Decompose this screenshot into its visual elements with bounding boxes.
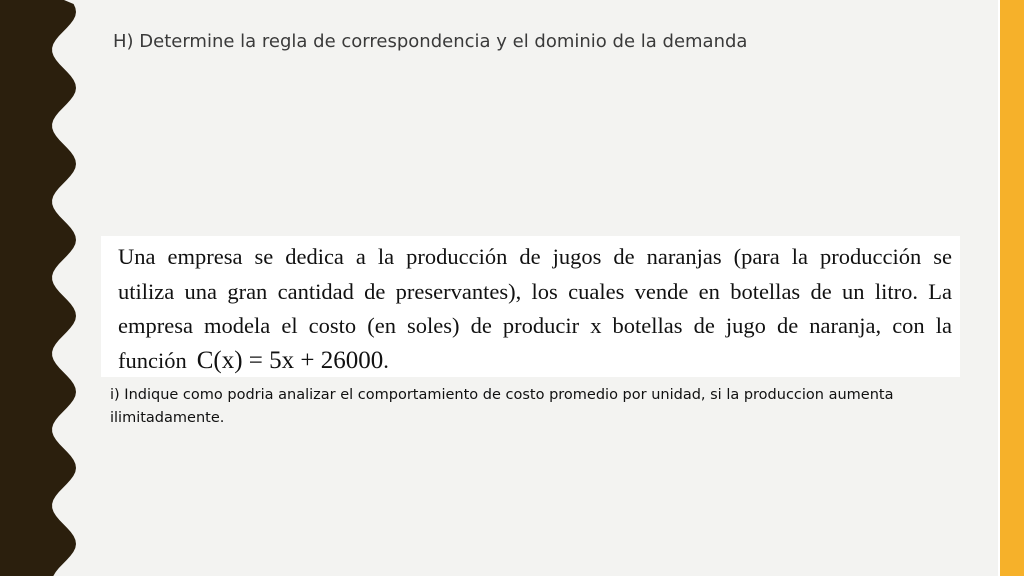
question-i: i) Indique como podria analizar el comportamiento de costo promedio por unidad, si la produccion aumenta ilimitadamente.	[110, 387, 894, 426]
problem-line: empresa modela el costo (en soles) de producir x botellas de jugo de naranja, con la	[118, 313, 952, 338]
problem-line: utiliza una gran cantidad de preservantes), los cuales vende en botellas de un litro. La	[118, 278, 952, 304]
problem-line	[118, 344, 952, 379]
function-label: función	[118, 347, 187, 373]
slide-title: H) Determine la regla de correspondencia y el dominio de la demanda	[113, 31, 748, 52]
problem-statement-image	[101, 236, 960, 377]
formula-period: .	[383, 347, 389, 373]
decorative-wavy-band	[0, 0, 90, 576]
cost-formula: C(x) = 5x + 26000	[196, 346, 384, 374]
right-accent-bar	[1000, 0, 1024, 576]
problem-line: Una empresa se dedica a la producción de jugos de naranjas (para la producción se	[118, 244, 952, 269]
